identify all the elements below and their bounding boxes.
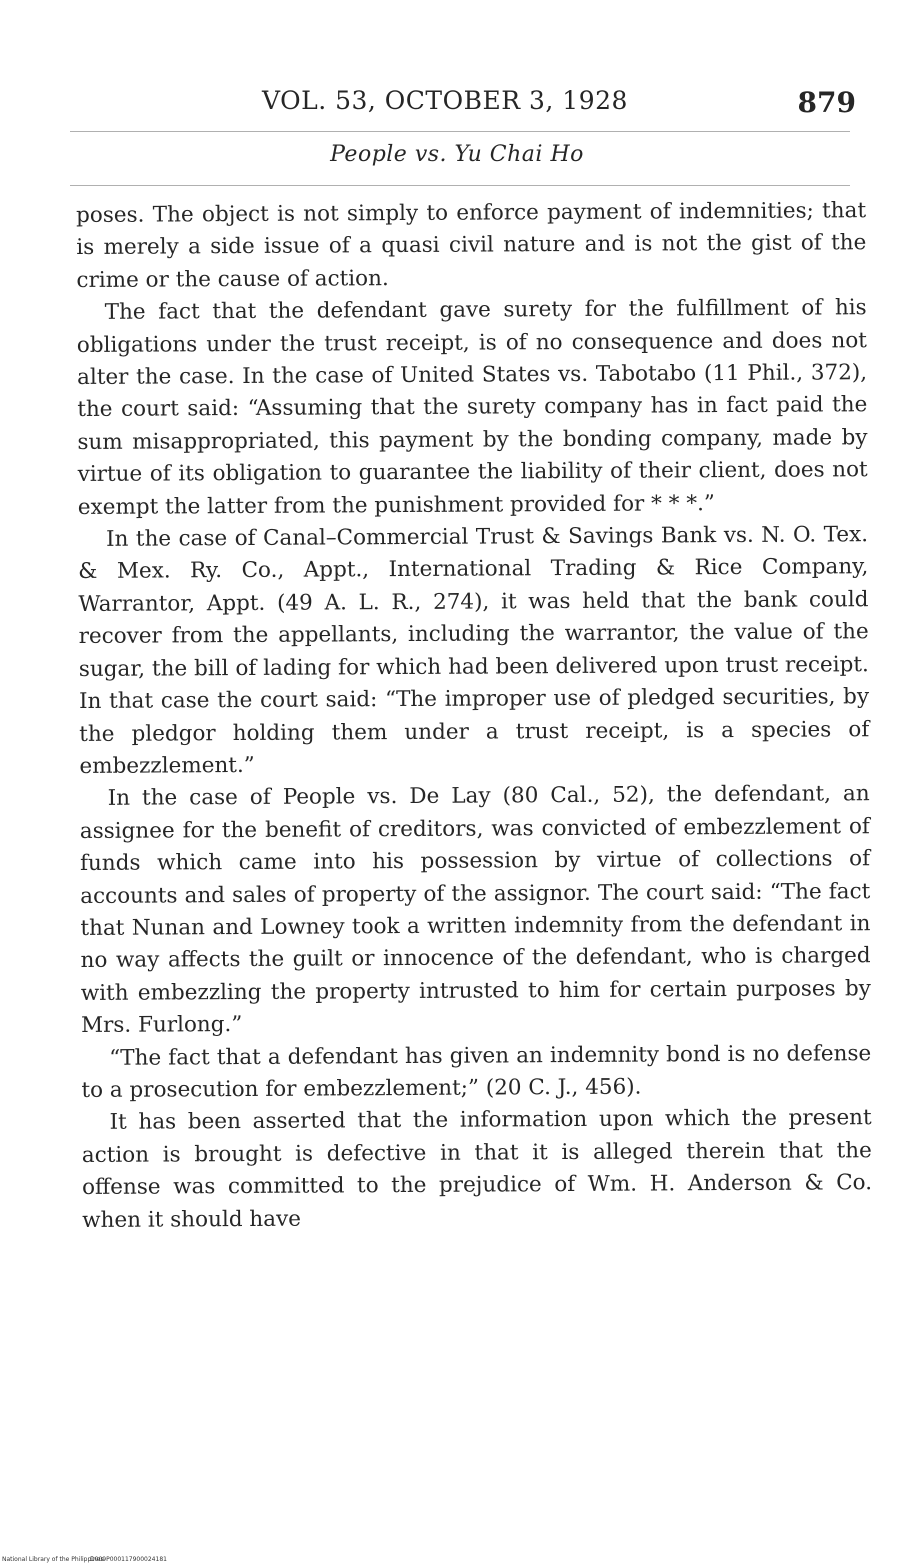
paragraph-de-lay: In the case of People vs. De Lay (80 Cal., 52), the defendant, an assignee for the benefit of creditors, was convicted of embezzlement of funds which came into his possession by virtue of collections of accounts and sales of property of the assignor. The court said: “The fact that Nunan and Lowney took a written indemnity from the defendant in no way affects the guilt or innocence of the defendant, who is charged with embezzling the property intrusted to him for certain purposes by Mrs. Furlong.” [79, 781, 871, 1039]
footer-source: National Library of the Philippines [2, 1556, 104, 1563]
header-rule-bottom [70, 185, 850, 186]
footer-identifier: D009P000117900024181 [90, 1556, 167, 1563]
header-rule-top [70, 131, 850, 132]
paragraph-canal-commercial: In the case of Canal–Commercial Trust & Savings Bank vs. N. O. Tex. & Mex. Ry. Co., Appt., International Trading & Rice Company, Warrantor, Appt. (49 A. L. R., 274), it was held that the bank could recover from the appellants, including the warrantor, the value of the sugar, the bill of lading for which had been delivered upon trust receipt. In that case the court said: “The improper use of pledged securities, by the pledgor holding them under a trust receipt, is a species of embezzlement.” [78, 522, 870, 779]
page-body [76, 195, 872, 1237]
paragraph-continuation: poses. The object is not simply to enforce payment of indemnities; that is merely a side issue of a quasi civil nature and is not the gist of the crime or the cause of action. [76, 198, 867, 293]
case-title: People vs. Yu Chai Ho [330, 142, 584, 167]
volume-date-line: VOL. 53, OCTOBER 3, 1928 [262, 86, 628, 115]
paragraph-surety: The fact that the defendant gave surety for the fulfillment of his obligations under the trust receipt, is of no consequence and does not alter the case. In the case of United States vs. Tabotabo (11 Phil., 372), the court said: “Assuming that the surety company has in fact paid the sum misappropriated, this payment by the bonding company, made by virtue of its obligation to guarantee the liability of their client, does not exempt the latter from the punishment provided for * * *.” [76, 295, 868, 520]
scan-footer [0, 1555, 914, 1566]
running-head [0, 86, 914, 126]
paragraph-indemnity-bond: “The fact that a defendant has given an indemnity bond is no defense to a prosecution for embezzlement;” (20 C. J., 456). [81, 1040, 872, 1103]
page-number: 879 [797, 86, 856, 119]
paragraph-information-defect: It has been asserted that the information upon which the present action is brought is defective in that it is alleged therein that the offense was committed to the prejudice of Wm. H. Anderson & Co. when it should have [81, 1105, 873, 1233]
